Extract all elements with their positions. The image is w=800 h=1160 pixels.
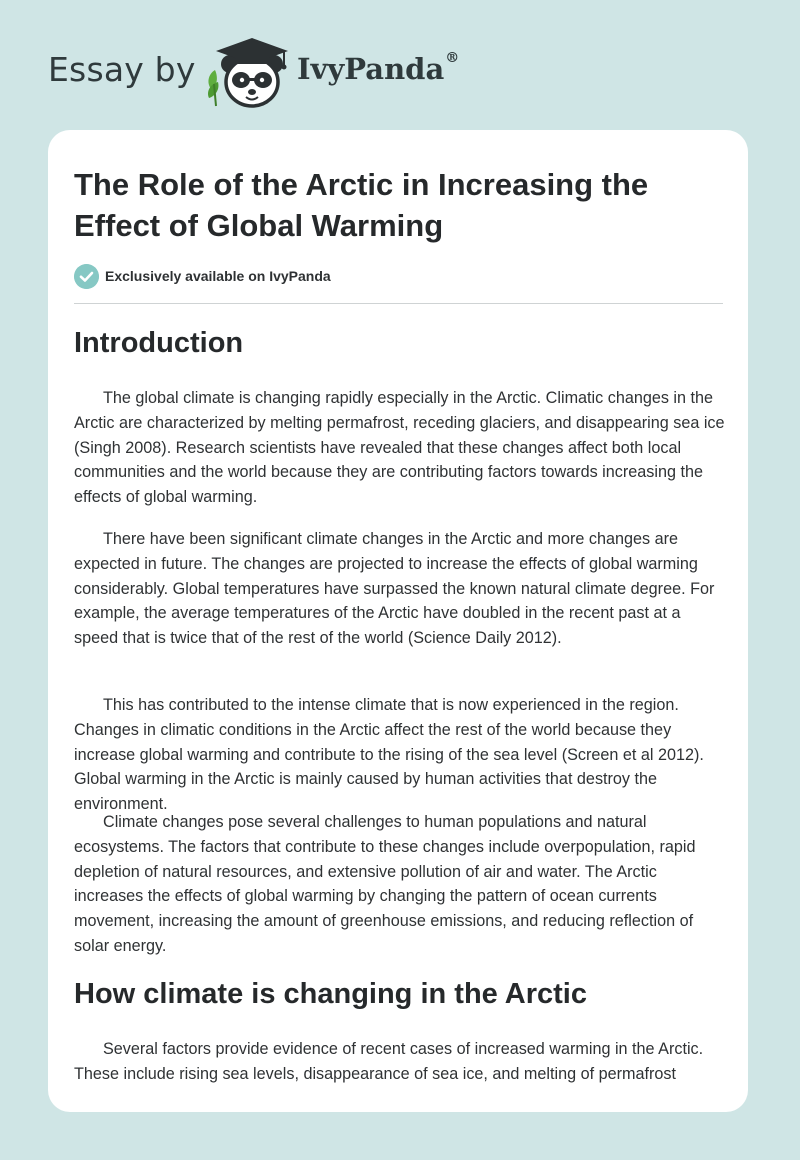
paragraph: The global climate is changing rapidly especially in the Arctic. Climatic changes in the Arctic are characterized by melting permafrost, receding glaciers, and disappearing sea ice (Singh 2008). Research scientists have revealed that these changes affect both local communities and the world because they are contributing factors towards increasing the effects of global warming. <box>74 389 725 507</box>
essay-card <box>48 130 748 1112</box>
paragraph: This has contributed to the intense climate that is now experienced in the region. Changes in climatic conditions in the Arctic affect the rest of the world because they increase global warming and contribute to the rising of the sea level (Screen et al 2012). Global warming in the Arctic is mainly caused by human activities that destroy the environment. <box>74 696 704 814</box>
brand-name-text: IvyPanda <box>297 52 445 86</box>
ivy-leaf-icon <box>208 70 218 106</box>
paragraph: Several factors provide evidence of recent cases of increased warming in the Arctic. These include rising sea levels, disappearance of sea ice, and melting of permafrost <box>74 1040 704 1083</box>
panda-graduate-icon[interactable] <box>200 34 294 110</box>
site-header <box>0 0 800 130</box>
registered-mark: ® <box>445 50 460 66</box>
exclusive-badge-label: Exclusively available on IvyPanda <box>105 268 331 284</box>
brand-prefix: Essay by <box>48 50 196 89</box>
section-heading-introduction: Introduction <box>74 327 244 359</box>
section-heading-climate-change: How climate is changing in the Arctic <box>74 978 587 1010</box>
paragraph: Climate changes pose several challenges to human populations and natural ecosystems. The factors that contribute to these changes include overpopulation, rapid depletion of natural resources, and extensive pollution of air and water. The Arctic increases the effects of global warming by changing the pattern of ocean currents movement, increasing the amount of greenhouse emissions, and reducing reflection of solar energy. <box>74 813 696 955</box>
title-divider <box>74 303 723 304</box>
paragraph: There have been significant climate changes in the Arctic and more changes are expected in future. The changes are projected to increase the effects of global warming considerably. Global temperatures have surpassed the known natural climate degree. For example, the average temperatures of the Arctic have doubled in the recent past at a speed that is twice that of the rest of the world (Science Daily 2012). <box>74 530 715 648</box>
essay-title: The Role of the Arctic in Increasing the Effect of Global Warming <box>74 167 649 243</box>
brand-name[interactable] <box>297 52 459 86</box>
check-circle-icon <box>74 264 99 289</box>
